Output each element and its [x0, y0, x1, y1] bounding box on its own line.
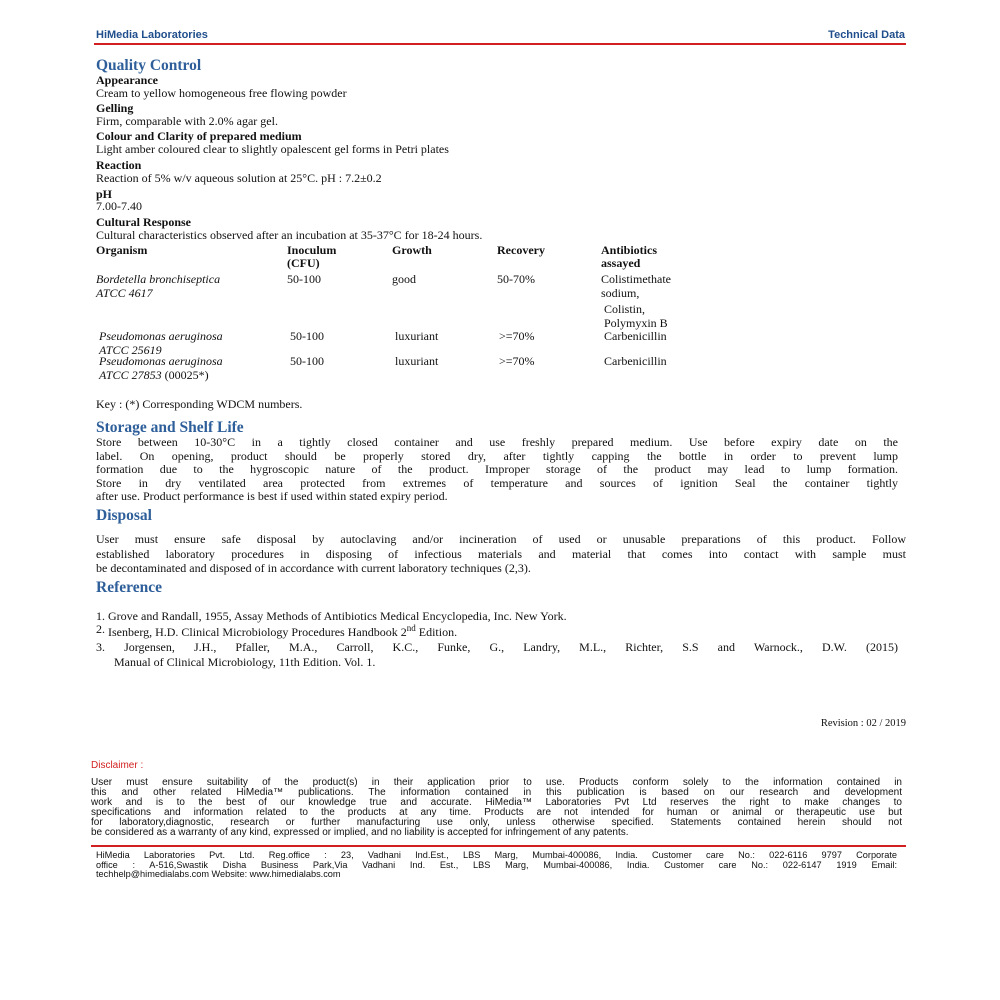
ph-heading: pH [96, 187, 113, 201]
gelling-text: Firm, comparable with 2.0% agar gel. [96, 114, 278, 128]
growth-cell: good [392, 272, 416, 286]
cultural-heading: Cultural Response [96, 215, 192, 229]
table-row [99, 330, 223, 357]
inoculum-cell: 50-100 [290, 329, 324, 343]
reference-item-1: 1. Grove and Randall, 1955, Assay Methods of Antibiotics Medical Encyclopedia, Inc. New York. [96, 609, 567, 623]
disposal-title: Disposal [96, 507, 152, 524]
organism-name: Bordetella bronchiseptica [96, 272, 221, 286]
storage-line: Store between 10-30°C in a tightly closed container and use freshly prepared medium. Use before expiry date on the [96, 435, 898, 449]
table-row [99, 355, 223, 382]
disposal-line: User must ensure safe disposal by autoclaving and/or incineration of used or unusable preparations of this product. Follow [96, 532, 906, 546]
growth-cell: luxuriant [395, 329, 439, 343]
antibiotic-line: Colistin, [604, 302, 646, 316]
disclaimer-line: be considered as a warranty of any kind, expressed or implied, and no liability is accepted for infringement of any patents. [91, 827, 629, 838]
recovery-cell: >=70% [499, 354, 535, 368]
organism-strain: ATCC 27853 (00025*) [99, 367, 209, 382]
cultural-text: Cultural characteristics observed after an incubation at 35-37°C for 18-24 hours. [96, 228, 483, 242]
storage-line: Store in dry ventilated area protected from extremes of temperature and sources of ignition Seal the container tightly [96, 475, 898, 490]
antibiotics-cell: Carbenicillin [604, 354, 667, 368]
appearance-heading: Appearance [96, 73, 158, 87]
antibiotic-line: sodium, [601, 285, 640, 300]
table-header-inoculum [287, 244, 336, 270]
footer-rule [91, 845, 906, 847]
antibiotic-line: Polymyxin B [604, 315, 668, 330]
colour-heading: Colour and Clarity of prepared medium [96, 129, 302, 143]
table-header-recovery: Recovery [497, 243, 545, 257]
recovery-cell: >=70% [499, 329, 535, 343]
revision-label: Revision : 02 / 2019 [820, 718, 906, 729]
storage-line: label. On opening, product should be properly stored dry, after tightly capping the bottle in order to prevent lump [96, 448, 898, 463]
organism-name: Pseudomonas aeruginosa [99, 354, 223, 368]
table-header-growth: Growth [392, 243, 432, 257]
quality-control-title: Quality Control [96, 57, 202, 74]
colour-text: Light amber coloured clear to slightly opalescent gel forms in Petri plates [96, 142, 449, 156]
reference-item-2: 2. Isenberg, H.D. Clinical Microbiology Procedures Handbook 2nd Edition. [96, 622, 458, 639]
table-header-antibiotics-line1: Antibiotics [601, 243, 658, 257]
disposal-line: be decontaminated and disposed of in accordance with current laboratory techniques (2,3). [96, 561, 531, 575]
table-header-inoculum-line1: Inoculum [287, 243, 337, 257]
reaction-text: Reaction of 5% w/v aqueous solution at 25°C. pH : 7.2±0.2 [96, 171, 382, 185]
table-row [96, 273, 220, 300]
header-company: HiMedia Laboratories [96, 29, 208, 41]
footer-line: techhelp@himedialabs.com Website: www.himedialabs.com [96, 869, 341, 879]
table-key: Key : (*) Corresponding WDCM numbers. [96, 397, 303, 411]
disclaimer-text [91, 778, 902, 838]
footer-address [96, 851, 897, 880]
antibiotics-cell [604, 303, 668, 330]
recovery-cell: 50-70% [497, 272, 535, 286]
storage-title: Storage and Shelf Life [96, 419, 244, 436]
reference-item-3-line1: 3. Jorgensen, J.H., Pfaller, M.A., Carroll, K.C., Funke, G., Landry, M.L., Richter, S.S and Warnock., D.W. (2015) [96, 640, 898, 654]
disclaimer-line: this and other related HiMedia™ publications. The information contained in this publication is based on our research and development [91, 787, 902, 798]
storage-line: after use. Product performance is best if used within stated expiry period. [96, 489, 448, 503]
antibiotics-cell [601, 273, 671, 300]
footer-line: HiMedia Laboratories Pvt. Ltd. Reg.office : 23, Vadhani Ind.Est., LBS Marg, Mumbai-400086, India. Customer care No.: 022-6116 9797 Corporate [96, 850, 897, 860]
header-doc-type: Technical Data [828, 29, 905, 41]
storage-paragraph [96, 436, 898, 504]
reaction-heading: Reaction [96, 158, 142, 172]
reference-item-3 [96, 640, 898, 670]
reference-title: Reference [96, 579, 162, 596]
growth-cell: luxuriant [395, 354, 439, 368]
reference-item-3-line2: Manual of Clinical Microbiology, 11th Edition. Vol. 1. [114, 655, 376, 669]
disposal-paragraph [96, 532, 906, 576]
disclaimer-line: specifications and information related to the products at any time. Products are not intended for human or animal or therapeutic use but [91, 807, 902, 818]
inoculum-cell: 50-100 [290, 354, 324, 368]
disclaimer-title: Disclaimer : [91, 760, 144, 771]
organism-strain: ATCC 4617 [96, 285, 153, 300]
storage-line: formation due to the hygroscopic nature of the product. Improper storage of the product may lead to lump formation. [96, 462, 898, 476]
organism-strain: ATCC 25619 [99, 342, 162, 357]
inoculum-cell: 50-100 [287, 272, 321, 286]
gelling-heading: Gelling [96, 101, 134, 115]
header-rule [94, 43, 906, 45]
appearance-text: Cream to yellow homogeneous free flowing powder [96, 86, 347, 100]
ph-text: 7.00-7.40 [96, 199, 142, 213]
disposal-line: established laboratory procedures in disposing of infectious materials and material that comes into contact with sample must [96, 546, 906, 561]
antibiotics-cell: Carbenicillin [604, 329, 667, 343]
antibiotic-line: Colistimethate [601, 272, 671, 286]
table-header-antibiotics-line2: assayed [601, 256, 641, 270]
disclaimer-line: for laboratory,diagnostic, research or further manufacturing use only, unless otherwise specified. Statements contained herein should not [91, 817, 902, 828]
footer-line: office : A-516,Swastik Disha Business Park,Via Vadhani Ind. Est., LBS Marg, Mumbai-400086, India. Customer care No.: 022-6147 1919 Email: [96, 859, 897, 870]
table-header-inoculum-line2: (CFU) [287, 256, 320, 270]
table-header-organism: Organism [96, 243, 148, 257]
disclaimer-line: work and is to the best of our knowledge true and accurate. HiMedia™ Laboratories Pvt Ltd reserves the right to make changes to [91, 797, 902, 808]
organism-name: Pseudomonas aeruginosa [99, 329, 223, 343]
table-header-antibiotics [601, 244, 657, 270]
disclaimer-line: User must ensure suitability of the product(s) in their application prior to use. Products conform solely to the information contained in [91, 777, 902, 788]
